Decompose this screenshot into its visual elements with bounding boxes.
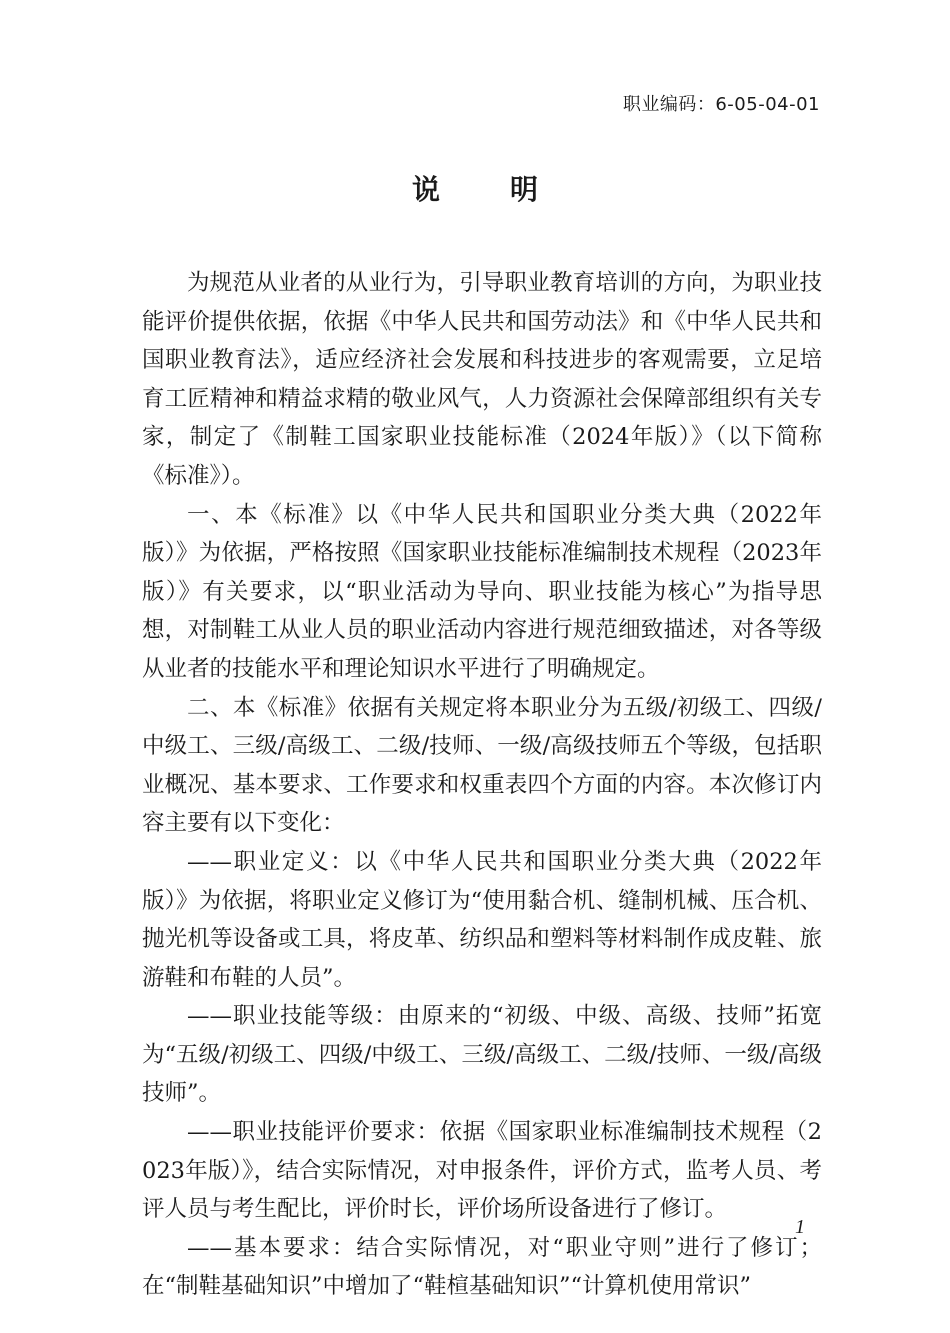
paragraph-skill-levels: ——职业技能等级：由原来的“初级、中级、高级、技师”拓宽为“五级/初级工、四级/中级工、三级/高级工、二级/技师、一级/高级技师”。 bbox=[142, 1003, 822, 1107]
page-number: 1 bbox=[795, 1216, 805, 1238]
paragraph-intro: 为规范从业者的从业行为，引导职业教育培训的方向，为职业技能评价提供依据，依据《中华人民共和国劳动法》和《中华人民共和国职业教育法》，适应经济社会发展和科技进步的客观需要，立足培育工匠精神和精益求精的敬业风气，人力资源社会保障部组织有关专家，制定了《制鞋工国家职业技能标准（2024年版）》（以下简称《标准》）。 bbox=[142, 270, 822, 489]
paragraph-basic-requirements: ——基本要求：结合实际情况，对“职业守则”进行了修订；在“制鞋基础知识”中增加了“鞋楦基础知识”“计算机使用常识” bbox=[142, 1234, 822, 1300]
paragraph-section-1: 一、本《标准》以《中华人民共和国职业分类大典（2022年版）》为依据，严格按照《国家职业技能标准编制技术规程（2023年版）》有关要求，以“职业活动为导向、职业技能为核心”为指导思想，对制鞋工从业人员的职业活动内容进行规范细致描述，对各等级从业者的技能水平和理论知识水平进行了明确规定。 bbox=[142, 501, 822, 682]
paragraph-section-2: 二、本《标准》依据有关规定将本职业分为五级/初级工、四级/中级工、三级/高级工、二级/技师、一级/高级技师五个等级，包括职业概况、基本要求、工作要求和权重表四个方面的内容。本次修订内容主要有以下变化： bbox=[142, 694, 822, 837]
document-body bbox=[142, 264, 822, 1306]
paragraph-occupation-definition: ——职业定义：以《中华人民共和国职业分类大典（2022年版）》为依据，将职业定义修订为“使用黏合机、缝制机械、压合机、抛光机等设备或工具，将皮革、纺织品和塑料等材料制作成皮鞋、旅游鞋和布鞋的人员”。 bbox=[142, 848, 822, 991]
page-title: 说明 bbox=[411, 173, 608, 206]
occupation-code: 职业编码：6-05-04-01 bbox=[622, 94, 820, 115]
paragraph-evaluation-requirements: ——职业技能评价要求：依据《国家职业标准编制技术规程（2023年版）》，结合实际情况，对申报条件，评价方式，监考人员、考评人员与考生配比，评价时长，评价场所设备进行了修订。 bbox=[142, 1119, 822, 1223]
